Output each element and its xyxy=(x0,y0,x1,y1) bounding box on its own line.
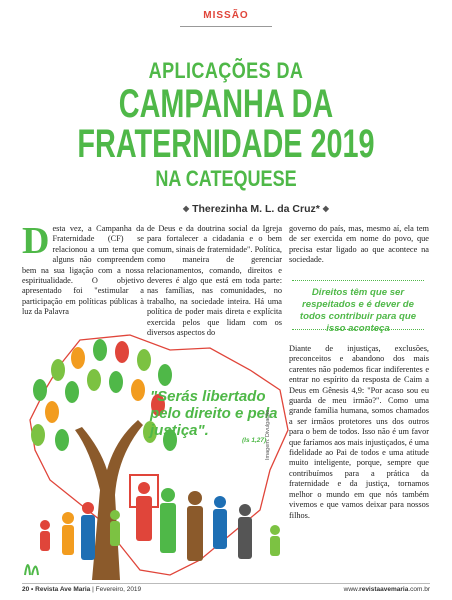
plant-decorations xyxy=(25,565,38,575)
title-line-4: NA CATEQUESE xyxy=(155,166,297,191)
body-column-3 xyxy=(289,224,429,266)
body-text-2: de Deus e da doutrina social da Igreja para fortalecer a cidadania e o bem comum, sinais de fraternidade". Política, como maneira de gerenciar relacionamentos, comando, direitos e deveres é algo que está em toda parte: nas famílias, nas comunidades, no trabalho, na sociedade inteira. Há uma política de poder mais direta e explícita exercida pelos que lidam com os diversos aspectos do xyxy=(147,224,282,338)
image-credit: Imagem: Divulgação xyxy=(265,409,271,460)
magazine-name: Revista Ave Maria xyxy=(35,586,91,593)
diamond-icon: ◆ xyxy=(183,204,190,213)
footer-url[interactable] xyxy=(344,586,430,593)
title-line-2: CAMPANHA DA xyxy=(118,82,334,126)
url-prefix: www. xyxy=(343,586,360,593)
body-column-2 xyxy=(147,224,282,338)
footer-separator: | xyxy=(92,586,94,593)
issue-date: Fevereiro, 2019 xyxy=(95,586,142,593)
featured-quote: "Serás libertado pelo direito e pela justiça". xyxy=(150,388,278,439)
body-column-3-continued xyxy=(289,344,429,521)
article-title xyxy=(0,60,452,190)
byline xyxy=(183,203,329,215)
diamond-icon: ◆ xyxy=(322,204,329,213)
body-text-3b: Diante de injustiças, exclusões, preconceitos e abandono dos mais carentes não podemos ficar indiferentes e entrar no espírito da resposta de Caim a Deus em Gênesis 4,9: "Por acaso sou eu guarda de meu irmão?". Como uma grande família humana, somos chamados a ser irmãos protetores uns dos outros para o bem de todos. Isso não é um favor que faríamos aos mais injustiçados, é uma fidelidade ao Pai de todos e uma atitude muito inteligente, porque, sempre que contribuímos para a prática da fraternidade e da justiça, tornamos melhor o mundo em que nós também vivemos e que vamos deixar para nossos filhos. xyxy=(289,344,429,520)
drop-cap: D xyxy=(22,220,50,262)
title-line-1: APLICAÇÕES DA xyxy=(148,58,304,83)
page-number: 20 xyxy=(22,586,30,593)
body-text-3a: governo do país, mas, mesmo aí, ela tem de ser exercida em nome do povo, que precisa estar ligado ao que acontece na sociedade. xyxy=(289,224,429,265)
pullquote-rule-bottom xyxy=(292,329,424,330)
pullquote-rule-top xyxy=(292,280,424,281)
author-name: Therezinha M. L. da Cruz* xyxy=(192,203,320,215)
title-line-3: FRATERNIDADE 2019 xyxy=(77,122,375,166)
url-domain: revistaavemaria xyxy=(359,586,409,593)
section-divider xyxy=(180,26,272,27)
tree-family-illustration xyxy=(20,330,300,580)
footer-bullet: • xyxy=(31,586,34,593)
pullquote: Direitos têm que ser respeitados e é dever de todos contribuir para que isso aconteça xyxy=(299,287,417,334)
family-figures xyxy=(40,475,280,561)
url-suffix: .com.br xyxy=(408,586,430,593)
body-column-1 xyxy=(22,220,144,318)
body-text-1: esta vez, a Campanha da Fraternidade (CF) se relacionou a um tema que alguns não compreendem bem na sua ligação com a nossa espiritualidade. O objetivo apresentado foi "estimular a participação em políticas públicas à luz da Palavra xyxy=(22,224,144,317)
footer-left xyxy=(22,586,141,593)
section-tag: MISSÃO xyxy=(203,10,249,21)
footer-divider xyxy=(22,583,430,584)
quote-reference: (Is 1,27) xyxy=(242,437,267,444)
